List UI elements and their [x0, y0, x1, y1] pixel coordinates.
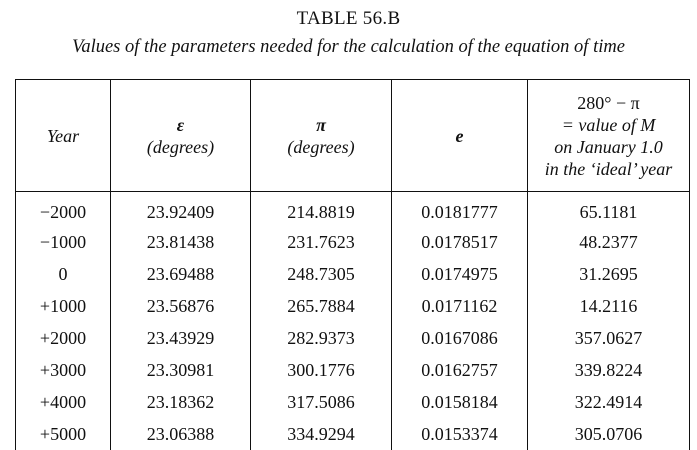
cell-e: 0.0174975 [392, 258, 528, 290]
header-m-line2: = value of M [561, 114, 656, 135]
cell-epsilon: 23.30981 [111, 354, 251, 386]
table-title: TABLE 56.B [296, 8, 401, 29]
cell-epsilon: 23.18362 [111, 386, 251, 418]
table-row [16, 192, 690, 227]
table-row [16, 386, 690, 418]
cell-epsilon: 23.81438 [111, 226, 251, 258]
cell-e: 0.0178517 [392, 226, 528, 258]
cell-epsilon: 23.06388 [111, 418, 251, 450]
cell-year: 0 [16, 258, 111, 290]
cell-year: +4000 [16, 386, 111, 418]
cell-m: 65.1181 [528, 192, 690, 227]
cell-m: 305.0706 [528, 418, 690, 450]
cell-pi: 231.7623 [251, 226, 392, 258]
cell-pi: 334.9294 [251, 418, 392, 450]
table-row [16, 322, 690, 354]
header-m-line1: 280° − π [577, 92, 640, 113]
header-epsilon-unit: (degrees) [146, 136, 215, 157]
table-row [16, 226, 690, 258]
header-m-line4: in the ‘ideal’ year [544, 158, 673, 179]
cell-e: 0.0153374 [392, 418, 528, 450]
parameters-table [15, 79, 690, 450]
cell-m: 31.2695 [528, 258, 690, 290]
table-row [16, 290, 690, 322]
cell-year: +5000 [16, 418, 111, 450]
cell-epsilon: 23.92409 [111, 192, 251, 227]
cell-m: 14.2116 [528, 290, 690, 322]
cell-year: +1000 [16, 290, 111, 322]
cell-pi: 214.8819 [251, 192, 392, 227]
cell-epsilon: 23.43929 [111, 322, 251, 354]
e-symbol: e [455, 125, 464, 146]
cell-e: 0.0171162 [392, 290, 528, 322]
table-header-row [16, 80, 690, 192]
header-epsilon [111, 80, 251, 192]
cell-pi: 248.7305 [251, 258, 392, 290]
table-row [16, 354, 690, 386]
cell-year: +3000 [16, 354, 111, 386]
cell-pi: 317.5086 [251, 386, 392, 418]
epsilon-symbol: ε [176, 114, 185, 135]
header-m-line3: on January 1.0 [554, 136, 663, 157]
cell-epsilon: 23.56876 [111, 290, 251, 322]
cell-year: +2000 [16, 322, 111, 354]
header-year-label: Year [46, 125, 80, 146]
cell-e: 0.0162757 [392, 354, 528, 386]
cell-m: 339.8224 [528, 354, 690, 386]
cell-m: 357.0627 [528, 322, 690, 354]
header-year [16, 80, 111, 192]
table-row [16, 418, 690, 450]
cell-m: 48.2377 [528, 226, 690, 258]
cell-pi: 282.9373 [251, 322, 392, 354]
cell-year: −2000 [16, 192, 111, 227]
header-pi-unit: (degrees) [287, 136, 355, 157]
table-caption: Values of the parameters needed for the calculation of the equation of time [72, 37, 625, 57]
cell-year: −1000 [16, 226, 111, 258]
table-row [16, 258, 690, 290]
cell-epsilon: 23.69488 [111, 258, 251, 290]
header-mean-anomaly [528, 80, 690, 192]
header-e [392, 80, 528, 192]
cell-m: 322.4914 [528, 386, 690, 418]
cell-pi: 265.7884 [251, 290, 392, 322]
cell-e: 0.0167086 [392, 322, 528, 354]
cell-e: 0.0158184 [392, 386, 528, 418]
cell-pi: 300.1776 [251, 354, 392, 386]
pi-symbol: π [316, 114, 326, 135]
header-pi [251, 80, 392, 192]
cell-e: 0.0181777 [392, 192, 528, 227]
